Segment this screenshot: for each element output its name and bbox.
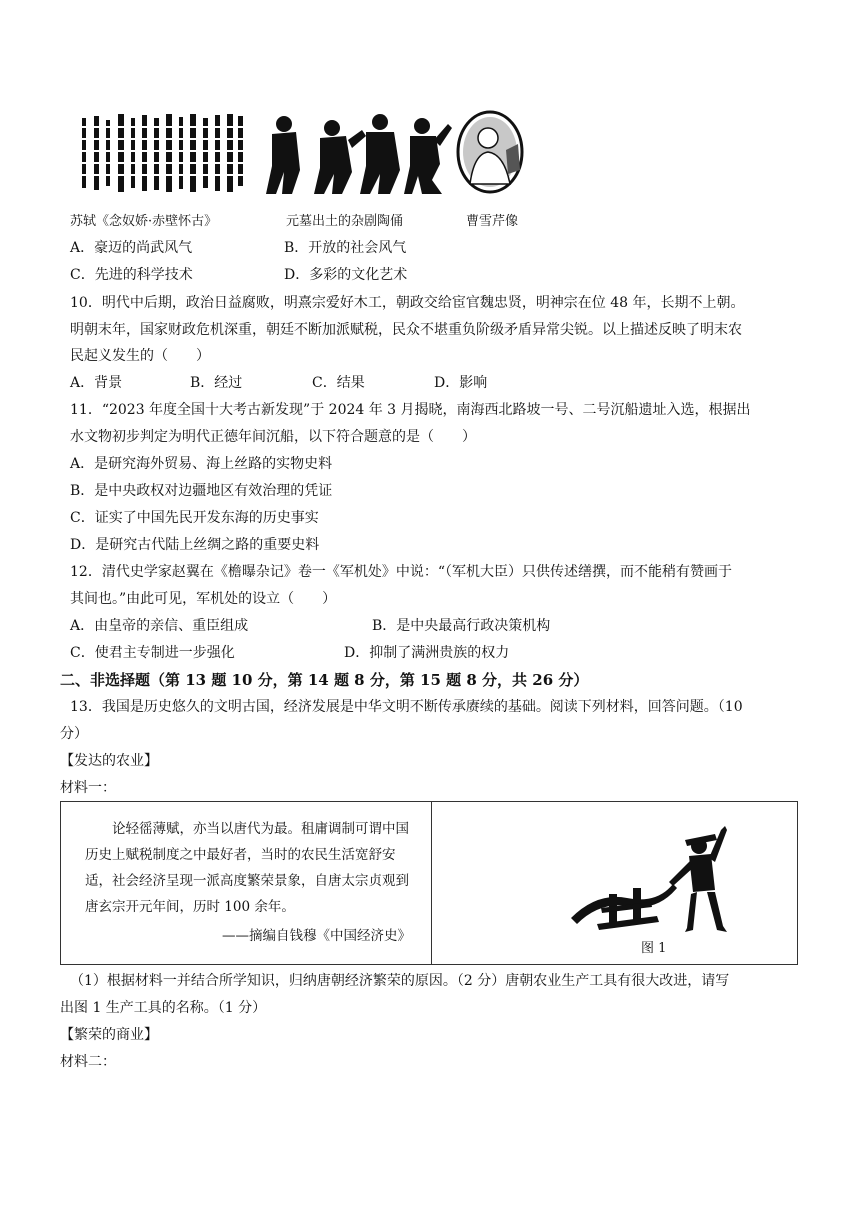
- q10-option-c: C．结果: [312, 375, 365, 391]
- commerce-subtitle: 【繁荣的商业】: [60, 1027, 158, 1043]
- q12-stem-line-2: 其间也。”由此可见，军机处的设立（ ）: [70, 591, 337, 607]
- q12-stem-line-1: 12．清代史学家赵翼在《檐曝杂记》卷一《军机处》中说：“（军机大臣）只供传述缮撰，而不能稍有赞画于: [70, 564, 732, 580]
- q9-option-c: C．先进的科学技术: [70, 267, 193, 283]
- q12-option-b: B．是中央最高行政决策机构: [372, 618, 551, 634]
- material-one-source: ——摘编自钱穆《中国经济史》: [222, 928, 411, 944]
- agriculture-subtitle: 【发达的农业】: [60, 753, 158, 769]
- section2-heading: 二、非选择题（第 13 题 10 分，第 14 题 8 分，第 15 题 8 分，共 26 分）: [60, 671, 589, 689]
- q13-question1-line-1: （1）根据材料一并结合所学知识，归纳唐朝经济繁荣的原因。（2 分）唐朝农业生产工具有很大改进，请写: [70, 973, 730, 989]
- figurines-image: [262, 110, 454, 196]
- q11-option-c: C．证实了中国先民开发东海的历史事实: [70, 510, 319, 526]
- q9-option-d: D．多彩的文化艺术: [284, 267, 408, 283]
- q10-stem-line-1: 10．明代中后期，政治日益腐败，明熹宗爱好木工，朝政交给宦官魏忠贤，明神宗在位 48 年，长期不上朝。: [70, 295, 745, 311]
- material-one-quote: 论轻徭薄赋，亦当以唐代为最。租庸调制可谓中国历史上赋税制度之中最好者，当时的农民生活宽舒安适，社会经济呈现一派高度繁荣景象，自唐太宗贞观到唐玄宗开元年间，历时 100 余年。: [85, 821, 409, 915]
- q9-option-b: B．开放的社会风气: [284, 240, 407, 256]
- q13-question1-line-2: 出图 1 生产工具的名称。（1 分）: [60, 1000, 267, 1016]
- q13-stem-line-2: 分）: [60, 726, 88, 742]
- plow-figure-image: [557, 812, 747, 936]
- q11-option-a: A．是研究海外贸易、海上丝路的实物史料: [70, 456, 333, 472]
- q12-option-c: C．使君主专制进一步强化: [70, 645, 235, 661]
- q11-stem-line-2: 水文物初步判定为明代正德年间沉船，以下符合题意的是（ ）: [70, 429, 476, 445]
- q13-stem-line-1: 13．我国是历史悠久的文明古国，经济发展是中华文明不断传承赓续的基础。阅读下列材料，回答问题。（10: [70, 699, 743, 715]
- q11-option-b: B．是中央政权对边疆地区有效治理的凭证: [70, 483, 333, 499]
- portrait-caption: 曹雪芹像: [466, 214, 519, 229]
- calligraphy-caption: 苏轼《念奴娇·赤壁怀古》: [70, 214, 218, 229]
- material-one-table: [60, 801, 798, 965]
- q12-option-d: D．抑制了满洲贵族的权力: [344, 645, 510, 661]
- figurines-caption: 元墓出土的杂剧陶俑: [286, 214, 404, 229]
- portrait-image: [456, 110, 524, 194]
- material-two-label: 材料二：: [60, 1054, 116, 1070]
- q11-option-d: D．是研究古代陆上丝绸之路的重要史料: [70, 537, 320, 553]
- q10-option-a: A．背景: [70, 375, 123, 391]
- q12-option-a: A．由皇帝的亲信、重臣组成: [70, 618, 249, 634]
- q11-stem-line-1: 11．“2023 年度全国十大考古新发现”于 2024 年 3 月揭晓，南海西北路坡一号、二号沉船遗址入选，根据出: [70, 402, 751, 418]
- material-one-label: 材料一：: [60, 780, 116, 796]
- q10-stem-line-3: 民起义发生的（ ）: [70, 348, 210, 364]
- calligraphy-image: [78, 112, 246, 194]
- q10-stem-line-2: 明朝末年，国家财政危机深重，朝廷不断加派赋税，民众不堪重负阶级矛盾异常尖锐。以上描述反映了明末农: [70, 322, 742, 338]
- table-divider: [431, 802, 432, 964]
- q10-option-b: B．经过: [190, 375, 243, 391]
- q10-option-d: D．影响: [434, 375, 488, 391]
- figure-one-label: 图 1: [641, 941, 667, 956]
- q9-option-a: A．豪迈的尚武风气: [70, 240, 193, 256]
